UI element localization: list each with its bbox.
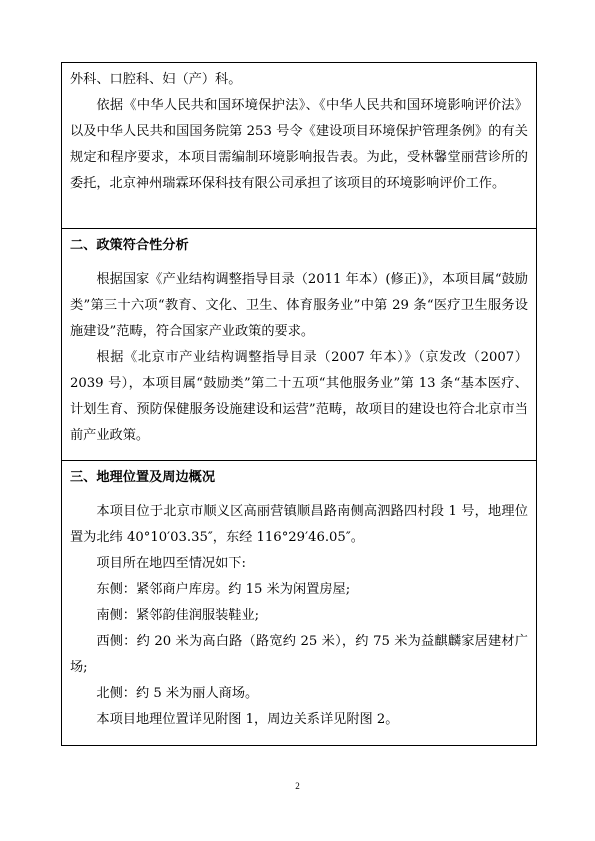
west-side: 西侧：约 20 米为高白路（路宽约 25 米），约 75 米为益麒麟家居建材广场; (70, 634, 528, 675)
policy-section (70, 233, 528, 449)
eia-basis-paragraph: 依据《中华人民共和国环境保护法》、《中华人民共和国环境影响评价法》以及中华人民共和国国务院第 253 号令《建设项目环境保护管理条例》的有关规定和程序要求，本项目需编制环境影响报告表。为此，受林馨堂丽营诊所的委托，北京神州瑞霖环保科技有限公司承担了该项目的环境影响评价工作。 (70, 98, 528, 191)
location-section (70, 465, 528, 733)
beijing-policy-paragraph: 根据《北京市产业结构调整指导目录（2007 年本）》（京发改（2007）2039 号），本项目属“鼓励类”第二十五项“其他服务业”第 13 条“基本医疗、计划生育、预防保健服务设施建设和运营”范畴，故项目的建设也符合北京市当前产业政策。 (70, 350, 528, 443)
page-number: 2 (295, 781, 300, 791)
row-divider-1 (62, 228, 536, 229)
national-policy-paragraph: 根据国家《产业结构调整指导目录（2011 年本）(修正)》，本项目属“鼓励类”第三十六项“教育、文化、卫生、体育服务业”中第 29 条“医疗卫生服务设施建设”范畴，符合国家产业政策的要求。 (70, 272, 528, 339)
east-side: 东侧：紧邻商户库房。约 15 米为闲置房屋; (96, 582, 351, 597)
continuation-line: 外科、口腔科、妇（产）科。 (70, 72, 242, 87)
row-divider-2 (62, 460, 536, 461)
section-heading-location: 三、地理位置及周边概况 (70, 470, 216, 485)
surroundings-intro: 项目所在地四至情况如下: (96, 556, 246, 571)
figure-reference: 本项目地理位置详见附图 1，周边关系详见附图 2。 (96, 712, 399, 727)
section-heading-policy: 二、政策符合性分析 (70, 238, 189, 253)
south-side: 南侧：紧邻韵佳润服装鞋业; (96, 608, 260, 623)
intro-block (70, 67, 528, 197)
north-side: 北侧：约 5 米为丽人商场。 (96, 686, 259, 701)
document-table-frame (61, 62, 537, 746)
location-paragraph: 本项目位于北京市顺义区高丽营镇顺昌路南侧高泗路四村段 1 号，地理位置为北纬 40°10′03.35″，东经 116°29′46.05″。 (70, 504, 528, 545)
